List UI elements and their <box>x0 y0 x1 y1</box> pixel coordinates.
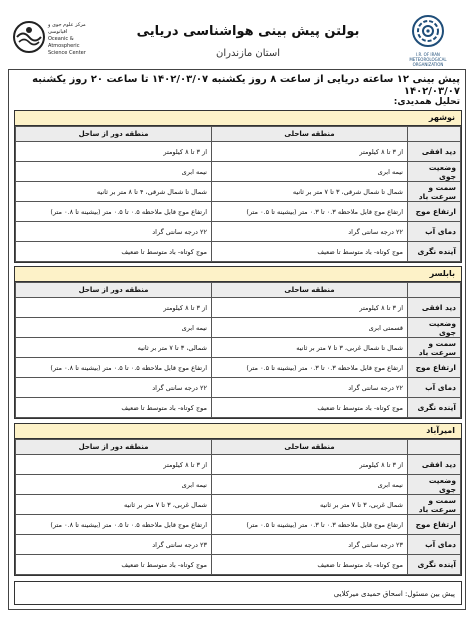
oasc-emblem-icon <box>12 20 46 54</box>
offshore-column-header: منطقه دور از ساحل <box>16 127 212 142</box>
param-label: آینده نگری <box>408 242 461 262</box>
offshore-value: شمال تا شمال شرقی، ۴ تا ۸ متر بر ثانیه <box>16 182 212 202</box>
offshore-value: از ۳ تا ۸ کیلومتر <box>16 298 212 318</box>
param-label: ارتفاع موج <box>408 515 461 535</box>
coastal-value: ارتفاع موج قابل ملاحظه ۰.۳ تا ۰.۳ متر (بیشینه تا ۰.۵ متر) <box>212 202 408 222</box>
offshore-value: نیمه ابری <box>16 318 212 338</box>
coastal-column-header: منطقه ساحلی <box>212 440 408 455</box>
param-label: سمت و سرعت باد <box>408 338 461 358</box>
oasc-name-en-1: Oceanic & Atmospheric <box>48 36 80 49</box>
coastal-value: از ۳ تا ۸ کیلومتر <box>212 455 408 475</box>
coastal-value: شمال تا شمال شرقی، ۳ تا ۷ متر بر ثانیه <box>212 182 408 202</box>
offshore-column-header: منطقه دور از ساحل <box>16 440 212 455</box>
param-label: دید افقی <box>408 142 461 162</box>
param-header <box>408 127 461 142</box>
irimo-name-1: I.R. OF IRAN <box>416 52 440 57</box>
table-row <box>16 298 461 318</box>
param-label: وضعیت جوی <box>408 162 461 182</box>
offshore-column-header: منطقه دور از ساحل <box>16 283 212 298</box>
table-row <box>16 455 461 475</box>
coastal-value: موج کوتاه- باد متوسط تا ضعیف <box>212 555 408 575</box>
station-name: نوشهر <box>15 111 461 126</box>
offshore-value: نیمه ابری <box>16 162 212 182</box>
param-label: سمت و سرعت باد <box>408 182 461 202</box>
offshore-value: ارتفاع موج قابل ملاحظه ۰.۵ تا ۰.۵ متر (بیشینه تا ۰.۸ متر) <box>16 202 212 222</box>
param-label: دید افقی <box>408 455 461 475</box>
coastal-value: شمال غربی، ۳ تا ۷ متر بر ثانیه <box>212 495 408 515</box>
coastal-value: از ۳ تا ۸ کیلومتر <box>212 298 408 318</box>
offshore-value: موج کوتاه- باد متوسط تا ضعیف <box>16 242 212 262</box>
param-label: دمای آب <box>408 535 461 555</box>
table-row <box>16 182 461 202</box>
param-label: آینده نگری <box>408 555 461 575</box>
forecast-period: پیش بینی ۱۲ ساعته دریایی از ساعت ۸ روز یکشنبه ۱۴۰۲/۰۳/۰۷ تا ساعت ۲۰ روز یکشنبه ۱۴۰۲/۰۳/۰۷ <box>32 74 460 97</box>
table-row <box>16 318 461 338</box>
offshore-value: ۲۳ درجه سانتی گراد <box>16 535 212 555</box>
coastal-value: موج کوتاه- باد متوسط تا ضعیف <box>212 242 408 262</box>
station-block-amirabad <box>14 423 462 576</box>
coastal-value: ارتفاع موج قابل ملاحظه ۰.۳ تا ۰.۳ متر (بیشینه تا ۰.۵ متر) <box>212 515 408 535</box>
responsible-forecaster: پیش بین مسئول: اسحاق حمیدی میرکلایی <box>14 581 462 605</box>
param-header <box>408 440 461 455</box>
irimo-logo <box>398 14 458 67</box>
coastal-value: ارتفاع موج قابل ملاحظه ۰.۳ تا ۰.۳ متر (بیشینه تا ۰.۵ متر) <box>212 358 408 378</box>
param-label: ارتفاع موج <box>408 202 461 222</box>
coastal-value: نیمه ابری <box>212 475 408 495</box>
station-block-babolsar <box>14 266 462 419</box>
irimo-emblem-icon <box>411 14 445 48</box>
offshore-value: ۲۲ درجه سانتی گراد <box>16 222 212 242</box>
irimo-name-3: ORGANIZATION <box>412 62 444 67</box>
offshore-value: ارتفاع موج قابل ملاحظه ۰.۵ تا ۰.۵ متر (بیشینه تا ۰.۸ متر) <box>16 358 212 378</box>
table-row <box>16 242 461 262</box>
coastal-column-header: منطقه ساحلی <box>212 283 408 298</box>
station-name: امیرآباد <box>15 424 461 439</box>
synoptic-analysis-label: تحلیل همدیدی: <box>393 97 460 107</box>
bulletin-title: بولتن پیش بینی هواشناسی دریایی <box>136 24 360 39</box>
offshore-value: از ۳ تا ۸ کیلومتر <box>16 455 212 475</box>
table-row <box>16 555 461 575</box>
param-label: سمت و سرعت باد <box>408 495 461 515</box>
table-row <box>16 495 461 515</box>
offshore-value: ۲۲ درجه سانتی گراد <box>16 378 212 398</box>
param-label: وضعیت جوی <box>408 475 461 495</box>
bulletin-header <box>8 10 468 66</box>
offshore-value: شمال غربی، ۳ تا ۷ متر بر ثانیه <box>16 495 212 515</box>
offshore-value: موج کوتاه- باد متوسط تا ضعیف <box>16 398 212 418</box>
param-label: دمای آب <box>408 378 461 398</box>
oasc-name-fa: مرکز علوم جوی و اقیانوسی <box>48 22 86 35</box>
coastal-value: ۲۲ درجه سانتی گراد <box>212 378 408 398</box>
table-row <box>16 378 461 398</box>
coastal-value: ۲۳ درجه سانتی گراد <box>212 535 408 555</box>
table-row <box>16 222 461 242</box>
station-name: بابلسر <box>15 267 461 282</box>
coastal-value: قسمتی ابری <box>212 318 408 338</box>
coastal-value: از ۳ تا ۸ کیلومتر <box>212 142 408 162</box>
coastal-value: موج کوتاه- باد متوسط تا ضعیف <box>212 398 408 418</box>
forecast-table <box>15 282 461 418</box>
table-row <box>16 535 461 555</box>
table-row <box>16 202 461 222</box>
table-row <box>16 515 461 535</box>
offshore-value: ارتفاع موج قابل ملاحظه ۰.۵ تا ۰.۵ متر (بیشینه تا ۰.۸ متر) <box>16 515 212 535</box>
param-label: آینده نگری <box>408 398 461 418</box>
table-row <box>16 358 461 378</box>
offshore-value: نیمه ابری <box>16 475 212 495</box>
forecast-table <box>15 439 461 575</box>
offshore-value: موج کوتاه- باد متوسط تا ضعیف <box>16 555 212 575</box>
forecast-table <box>15 126 461 262</box>
oasc-name-en-2: Science Center <box>48 50 86 56</box>
offshore-value: شمالی، ۳ تا ۷ متر بر ثانیه <box>16 338 212 358</box>
coastal-value: شمال تا شمال غربی، ۳ تا ۷ متر بر ثانیه <box>212 338 408 358</box>
irimo-name-2: METEOROLOGICAL <box>409 57 447 62</box>
table-row <box>16 475 461 495</box>
param-label: ارتفاع موج <box>408 358 461 378</box>
coastal-column-header: منطقه ساحلی <box>212 127 408 142</box>
province-name: استان مازندران <box>216 48 280 59</box>
param-label: دید افقی <box>408 298 461 318</box>
coastal-value: نیمه ابری <box>212 162 408 182</box>
param-label: وضعیت جوی <box>408 318 461 338</box>
table-row <box>16 162 461 182</box>
table-row <box>16 338 461 358</box>
param-label: دمای آب <box>408 222 461 242</box>
table-row <box>16 398 461 418</box>
station-block-nowshahr <box>14 110 462 263</box>
offshore-value: از ۳ تا ۸ کیلومتر <box>16 142 212 162</box>
param-header <box>408 283 461 298</box>
coastal-value: ۲۲ درجه سانتی گراد <box>212 222 408 242</box>
oasc-logo <box>12 14 102 64</box>
table-row <box>16 142 461 162</box>
